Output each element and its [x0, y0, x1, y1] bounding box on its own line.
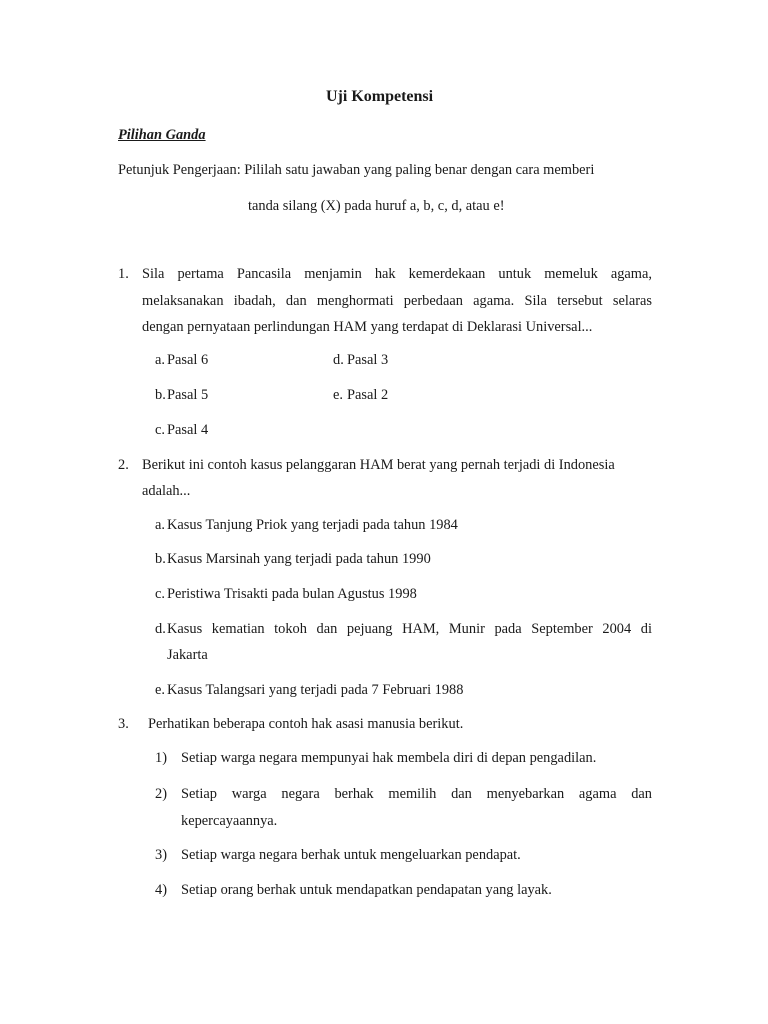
option-text-continued: Jakarta [167, 647, 208, 663]
option-letter: a. [155, 352, 165, 368]
option-text: Pasal 3 [347, 352, 389, 368]
option-letter: b. [155, 551, 166, 567]
option-text: Kasus kematian tokoh dan pejuang HAM, Munir pada September 2004 di [167, 621, 652, 637]
question-text-line: Sila pertama Pancasila menjamin hak kemerdekaan untuk memeluk agama, [142, 266, 652, 282]
option-letter: a. [155, 517, 165, 533]
statement-text: Setiap warga negara berhak memilih dan menyebarkan agama dan [181, 786, 652, 802]
option-text: Pasal 4 [167, 422, 209, 438]
option-letter: e. [155, 682, 165, 698]
question-text-line: dengan pernyataan perlindungan HAM yang terdapat di Deklarasi Universal... [142, 319, 593, 335]
statement-number: 4) [155, 882, 167, 898]
question-number: 2. [118, 457, 129, 473]
option-text: Kasus Tanjung Priok yang terjadi pada tahun 1984 [167, 517, 458, 533]
instructions-line-1: Petunjuk Pengerjaan: Pililah satu jawaban yang paling benar dengan cara memberi [118, 162, 595, 178]
section-heading: Pilihan Ganda [118, 127, 206, 143]
statement-text: Setiap warga negara mempunyai hak membela diri di depan pengadilan. [181, 750, 597, 766]
option-text: Pasal 5 [167, 387, 209, 403]
question-text-line: adalah... [142, 483, 191, 499]
option-text: Pasal 2 [347, 387, 389, 403]
option-letter: b. [155, 387, 166, 403]
instructions-line-2: tanda silang (X) pada huruf a, b, c, d, atau e! [248, 198, 505, 214]
option-text: Kasus Marsinah yang terjadi pada tahun 1990 [167, 551, 431, 567]
question-text-line: Berikut ini contoh kasus pelanggaran HAM berat yang pernah terjadi di Indonesia [142, 457, 615, 473]
statement-number: 3) [155, 847, 167, 863]
question-text-line: melaksanakan ibadah, dan menghormati perbedaan agama. Sila tersebut selaras [142, 293, 652, 309]
question-text-line: Perhatikan beberapa contoh hak asasi manusia berikut. [148, 716, 464, 732]
question-number: 1. [118, 266, 129, 282]
statement-text: Setiap orang berhak untuk mendapatkan pendapatan yang layak. [181, 882, 552, 898]
option-letter: e. [333, 387, 343, 403]
option-letter: c. [155, 586, 165, 602]
option-text: Peristiwa Trisakti pada bulan Agustus 1998 [167, 586, 417, 602]
option-text: Pasal 6 [167, 352, 209, 368]
question-number: 3. [118, 716, 129, 732]
statement-text-continued: kepercayaannya. [181, 813, 278, 829]
option-letter: d. [333, 352, 344, 368]
page-title: Uji Kompetensi [326, 88, 434, 105]
statement-number: 1) [155, 750, 167, 766]
statement-number: 2) [155, 786, 167, 802]
option-letter: d. [155, 621, 166, 637]
statement-text: Setiap warga negara berhak untuk mengeluarkan pendapat. [181, 847, 521, 863]
option-letter: c. [155, 422, 165, 438]
option-text: Kasus Talangsari yang terjadi pada 7 Februari 1988 [167, 682, 464, 698]
